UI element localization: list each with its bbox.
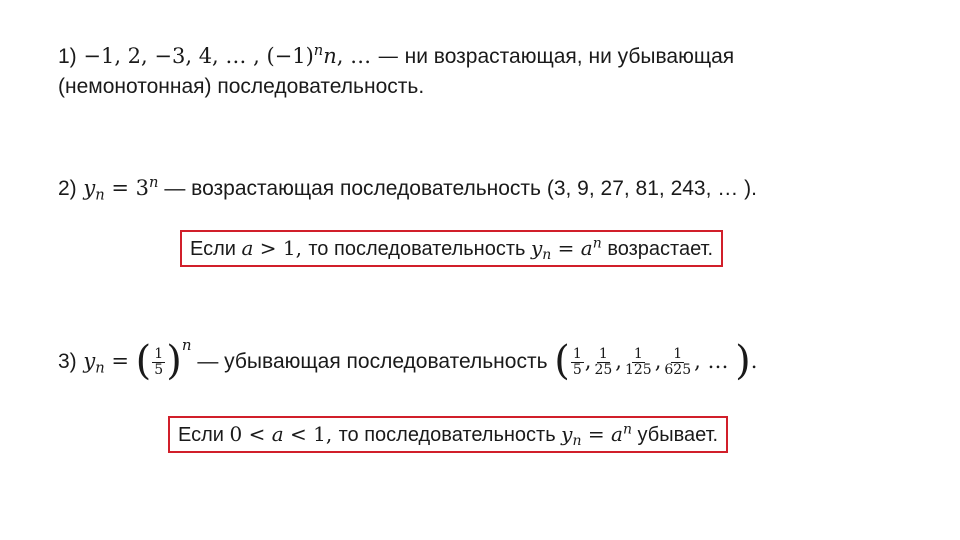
item-2-line	[58, 173, 757, 204]
item-3-term-2-den: 25	[594, 362, 613, 378]
item-1-sequence-tail: , … —	[336, 44, 399, 68]
item-3-base-close-paren: )	[166, 338, 182, 384]
item-2-rule-y-sub: n	[542, 247, 552, 264]
item-3-term-3-num: 1	[633, 346, 643, 363]
item-3-line: 3) $y_n$ = ( $\frac{1}{5}$ )$^n$ — убывающая последовательность ( $\frac{1}{5}$ , $\frac{1}{25}$ , $\frac{1}{125}$ , $\frac{1}{625}$ , … ).	[58, 336, 758, 384]
item-2-rule-cond: > 1,	[253, 236, 309, 260]
item-3-term-1-num: 1	[572, 346, 582, 363]
item-3-rule-exp: n	[622, 421, 632, 438]
item-3-end: .	[750, 349, 758, 373]
item-2-exp: n	[149, 173, 159, 191]
item-3-term-3	[623, 347, 654, 377]
item-3-rule-a: a	[611, 422, 623, 446]
item-3-rule-text-b: то последовательность	[338, 424, 562, 446]
item-3-rule-text-a: Если	[178, 424, 230, 446]
item-3-base-den: 5	[154, 362, 164, 378]
item-2-rule-a: a	[580, 236, 593, 260]
item-2-rule-box	[180, 230, 723, 267]
item-3-rule-box	[168, 416, 728, 453]
item-3-rule-text-c: убывает.	[631, 424, 719, 446]
item-3-rule-eq: =	[581, 422, 611, 446]
item-3-term-3-den: 125	[624, 362, 652, 378]
item-2-description: возрастающая последовательность (3, 9, 27, 81, 243, … ).	[185, 177, 757, 200]
item-3-y-sub: n	[95, 359, 105, 377]
item-3-term-1	[571, 347, 584, 377]
item-2-number: 2)	[58, 177, 77, 200]
item-3-ellipsis: , …	[694, 349, 736, 373]
item-2-y-sub: n	[95, 186, 105, 204]
item-2-rule-var-a: a	[241, 236, 254, 260]
item-2-y: y	[83, 176, 96, 200]
item-2-rule-text-a: Если	[190, 238, 242, 260]
item-3-terms-open-paren: (	[554, 338, 570, 384]
item-3-term-1-den: 5	[572, 362, 582, 378]
item-3-rule-var-a: a	[271, 422, 284, 446]
item-1-description: ни возрастающая, ни убывающая	[398, 45, 735, 68]
item-3-rule-cond-a: 0 <	[229, 422, 272, 446]
item-1-sequence-exponent: n	[313, 41, 324, 59]
item-3-base-open-paren: (	[135, 338, 152, 384]
item-2-rule-y: y	[530, 236, 543, 260]
item-2-dash: —	[158, 177, 186, 200]
item-2-eq: = 3	[104, 176, 150, 200]
item-3-number: 3)	[58, 350, 77, 373]
item-1-description-cont: (немонотонная) последовательность.	[58, 75, 425, 98]
item-1-sequence: −1, 2, −3, 4, … , (−1)	[83, 44, 314, 68]
item-3-eq: =	[104, 349, 136, 373]
item-2-rule-exp: n	[592, 235, 602, 252]
item-3-rule-y: y	[561, 422, 573, 446]
item-3-term-4	[662, 347, 693, 377]
item-3-term-4-den: 625	[664, 362, 692, 378]
item-3-term-2	[592, 347, 614, 377]
item-2-rule-text-b: то последовательность	[308, 238, 531, 260]
item-3-exp: n	[181, 336, 192, 354]
item-2-rule-text-c: возрастает.	[601, 238, 714, 260]
item-3-term-2-num: 1	[598, 346, 608, 363]
item-3-base-fraction	[152, 347, 165, 377]
item-2-rule-eq: =	[551, 236, 581, 260]
item-3-rule-cond-b: < 1,	[283, 422, 339, 446]
item-3-rule-y-sub: n	[572, 433, 582, 450]
item-3-term-4-num: 1	[673, 346, 683, 363]
item-1-number: 1)	[58, 45, 77, 68]
item-1-sequence-var: n	[323, 44, 337, 68]
item-1-line-2	[58, 74, 424, 99]
item-3-dash: —	[191, 350, 219, 373]
item-3-y: y	[83, 349, 96, 373]
item-3-terms-close-paren: )	[735, 338, 751, 384]
item-1-line-1	[58, 41, 735, 69]
item-3-base-num: 1	[154, 346, 164, 363]
item-3-description: убывающая последовательность	[218, 350, 548, 373]
